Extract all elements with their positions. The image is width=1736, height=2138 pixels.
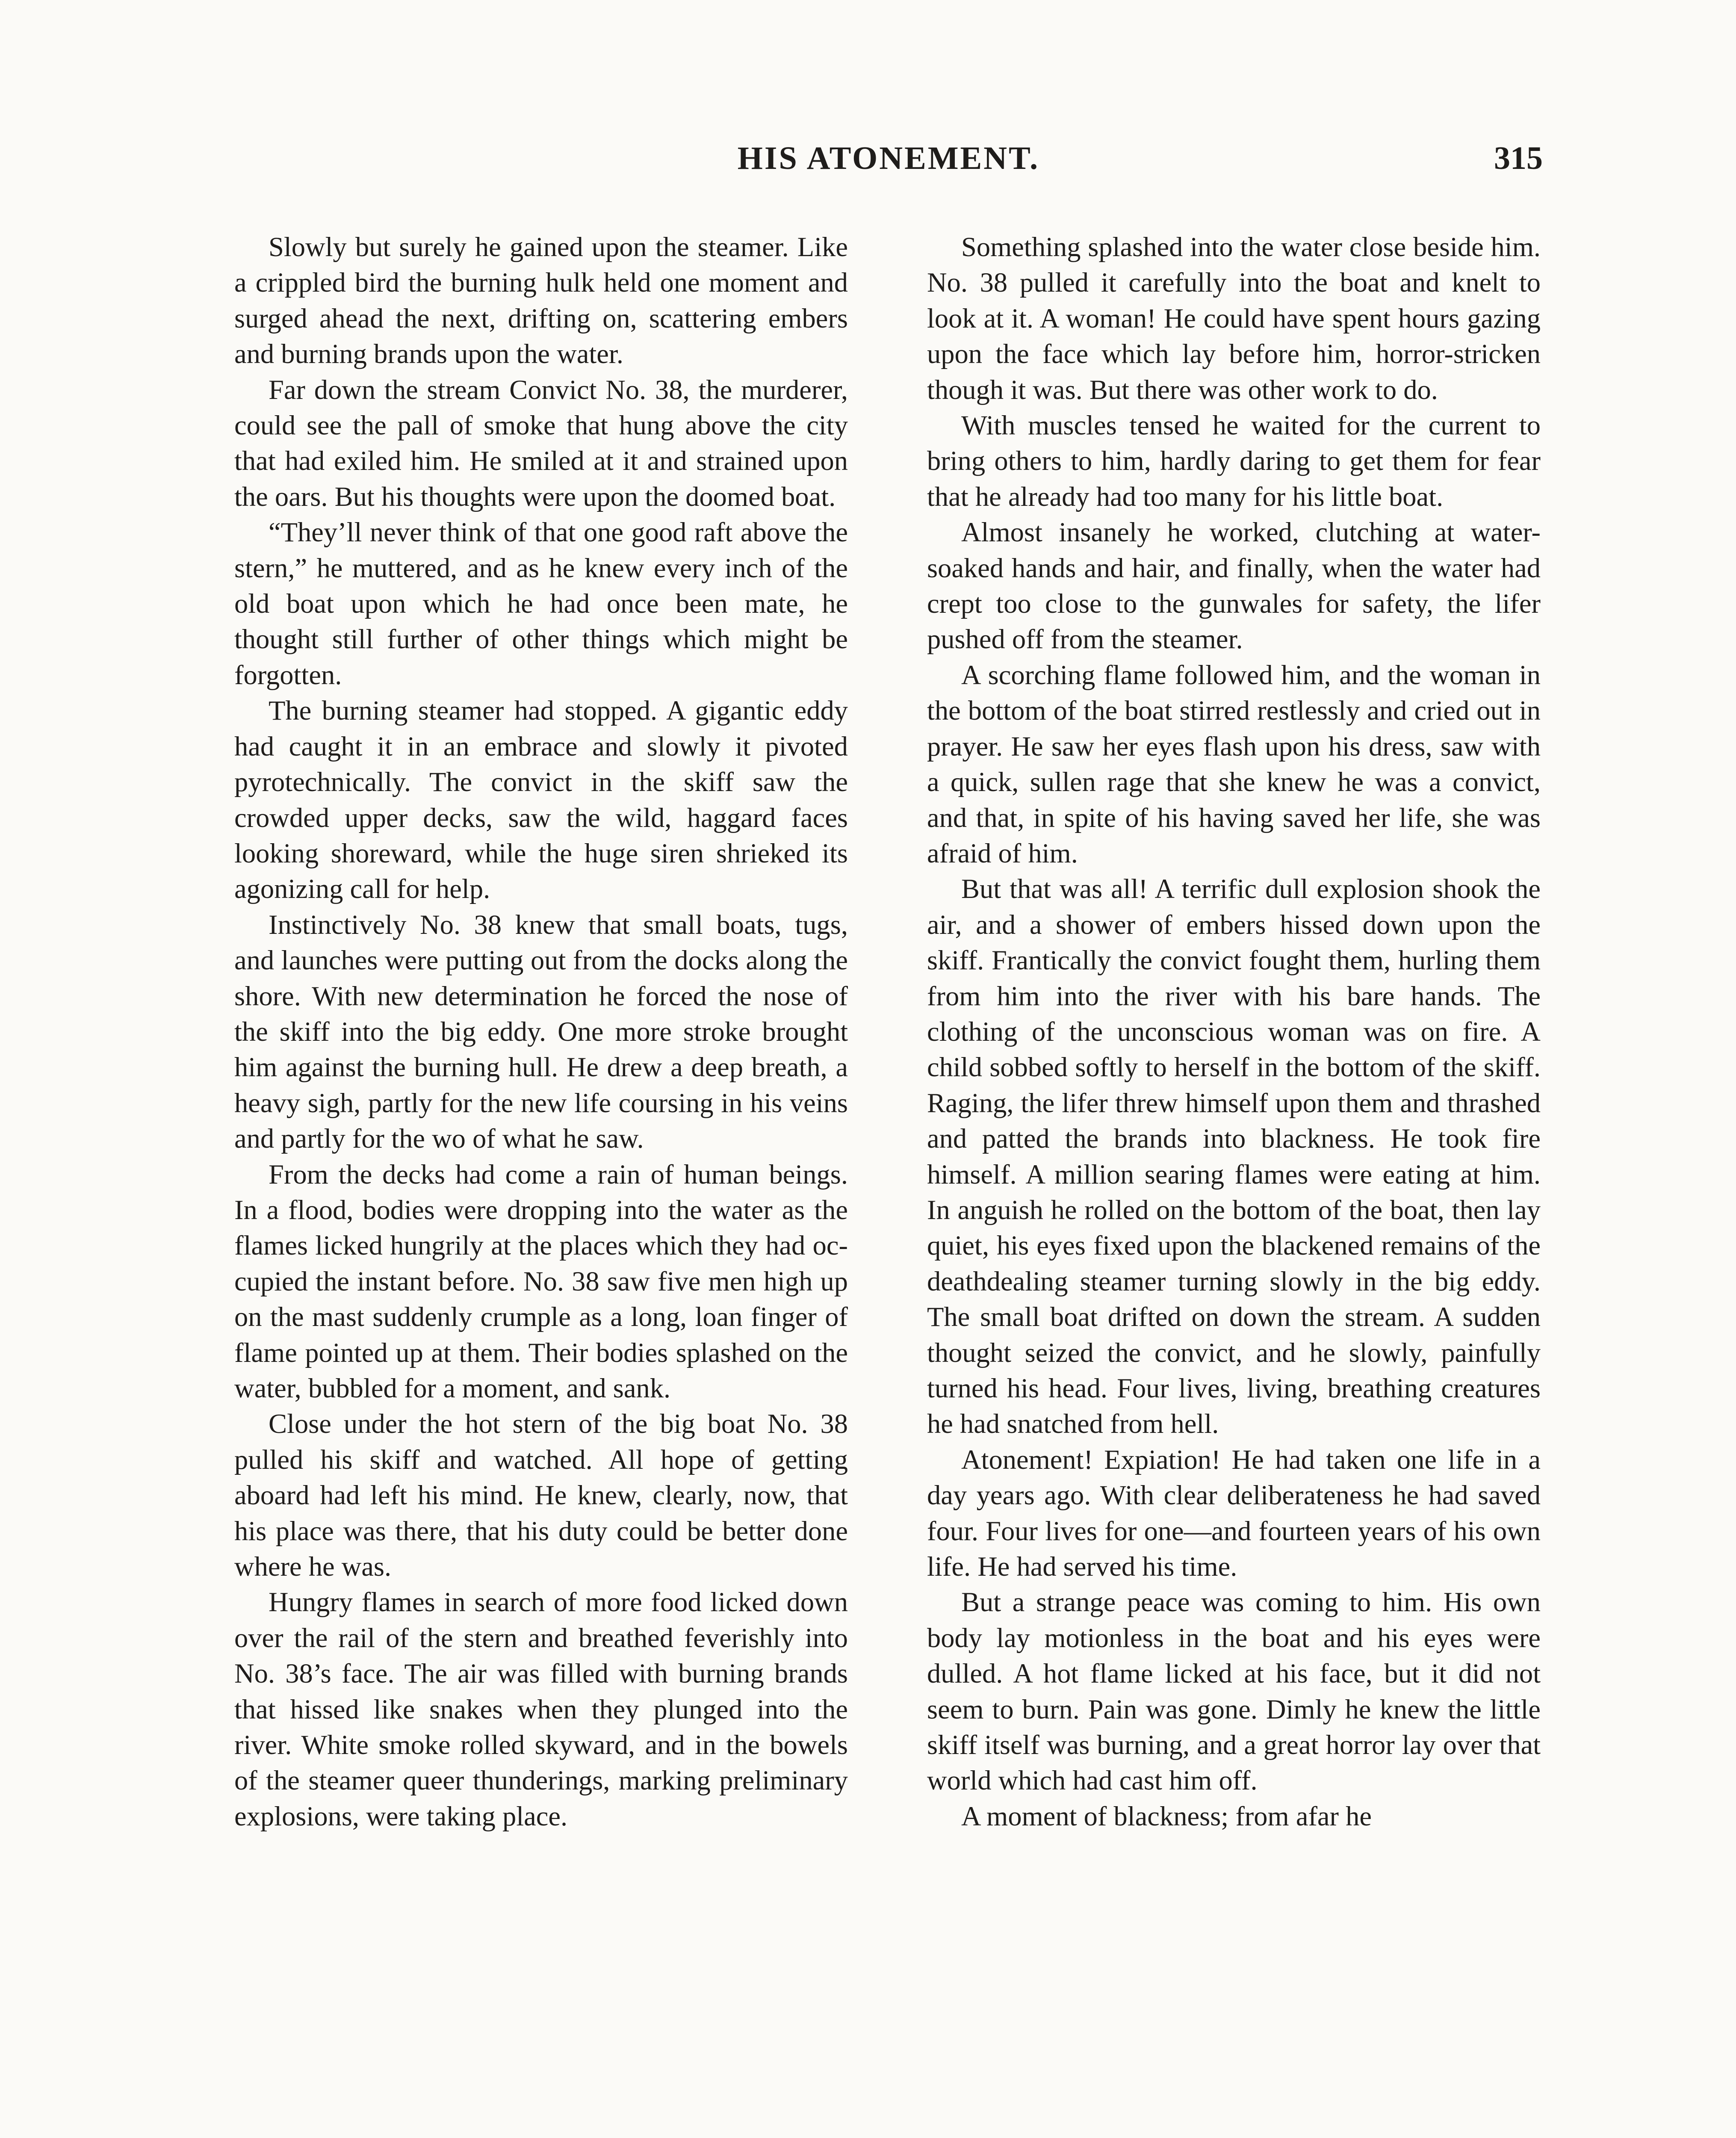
left-column: [234, 229, 848, 1834]
paragraph: Something splashed into the water close beside him. No. 38 pulled it carefully into the boat and knelt to look at it. A woman! He could have spent hours gazing upon the face which lay before him, horror-stricken though it was. But there was other work to do.: [927, 232, 1541, 405]
paragraph: A scorching flame followed him, and the woman in the bottom of the boat stirred restlessly and cried out in prayer. He saw her eyes flash upon his dress, saw with a quick, sullen rage that she knew he was a convict, and that, in spite of his having saved her life, she was afraid of him.: [927, 659, 1541, 868]
paragraph: Instinctively No. 38 knew that small boats, tugs, and launches were putting out from the docks along the shore. With new determination he forced the nose of the skiff into the big eddy. One more stroke brought him against the burning hull. He drew a deep breath, a heavy sigh, partly for the new life coursing in his veins and partly for the wo of what he saw.: [234, 909, 848, 1154]
paragraph: Hungry flames in search of more food licked down over the rail of the stern and breathed feverishly into No. 38’s face. The air was filled with burning brands that hissed like snakes when they plunged into the river. White smoke rolled skyward, and in the bowels of the steamer queer thunderings, marking preliminary explosions, were taking place.: [234, 1587, 848, 1831]
page-number: 315: [1494, 140, 1543, 176]
paragraph: The burning steamer had stopped. A gigantic eddy had caught it in an embrace and slowly it pivoted pyrotechnically. The convict in the skiff saw the crowded upper decks, saw the wild, haggard faces looking shoreward, while the huge siren shrieked its agonizing call for help.: [234, 695, 848, 904]
right-column: [927, 229, 1541, 1834]
paragraph: Far down the stream Convict No. 38, the murderer, could see the pall of smoke that hung above the city that had exiled him. He smiled at it and strained upon the oars. But his thoughts were upon the doomed boat.: [234, 374, 848, 512]
running-title: HIS ATONEMENT.: [737, 140, 1040, 176]
paragraph: “They’ll never think of that one good raft above the stern,” he muttered, and as he knew every inch of the old boat upon which he had once been mate, he thought still further of other things which might be forgotten.: [234, 517, 848, 690]
paragraph: Slowly but surely he gained upon the steamer. Like a crippled bird the burning hulk held one moment and surged ahead the next, drifting on, scattering embers and burning brands upon the water.: [234, 232, 848, 369]
paragraph: Atonement! Expiation! He had taken one life in a day years ago. With clear deliberateness he had saved four. Four lives for one—and fourteen years of his own life. He had served his time.: [927, 1444, 1541, 1582]
page-header: [234, 142, 1543, 193]
paragraph: Close under the hot stern of the big boat No. 38 pulled his skiff and watched. All hope of getting aboard had left his mind. He knew, clearly, now, that his place was there, that his duty could be better done where he was.: [234, 1409, 848, 1582]
paragraph: Almost insanely he worked, clutching at water-soaked hands and hair, and finally, when the water had crept too close to the gunwales for safety, the lifer pushed off from the steamer.: [927, 517, 1541, 655]
paragraph: But that was all! A terrific dull explosion shook the air, and a shower of embers hissed down upon the skiff. Frantically the convict fought them, hurling them from him into the river with his bare hands. The clothing of the unconscious woman was on fire. A child sobbed softly to herself in the bottom of the skiff. Raging, the lifer threw himself upon them and thrashed and patted the brands into blackness. He took fire himself. A million searing flames were eating at him. In anguish he rolled on the bottom of the boat, then lay quiet, his eyes fixed upon the blackened remains of the deathdealing steamer turning slowly in the big eddy. The small boat drifted on down the stream. A sudden thought seized the convict, and he slowly, painfully turned his head. Four lives, living, breathing creatures he had snatched from hell.: [927, 874, 1541, 1439]
paragraph: With muscles tensed he waited for the current to bring others to him, hardly daring to get them for fear that he already had too many for his little boat.: [927, 410, 1541, 512]
paragraph: From the decks had come a rain of human beings. In a flood, bodies were dropping into the water as the flames licked hungrily at the places which they had occupied the instant before. No. 38 saw five men high up on the mast suddenly crumple as a long, loan finger of flame pointed up at them. Their bodies splashed on the water, bubbled for a moment, and sank.: [234, 1159, 848, 1403]
paragraph: A moment of blackness; from afar he: [961, 1801, 1372, 1831]
paragraph: But a strange peace was coming to him. His own body lay motionless in the boat and his eyes were dulled. A hot flame licked at his face, but it did not seem to burn. Pain was gone. Dimly he knew the little skiff itself was burning, and a great horror lay over that world which had cast him off.: [927, 1587, 1541, 1796]
